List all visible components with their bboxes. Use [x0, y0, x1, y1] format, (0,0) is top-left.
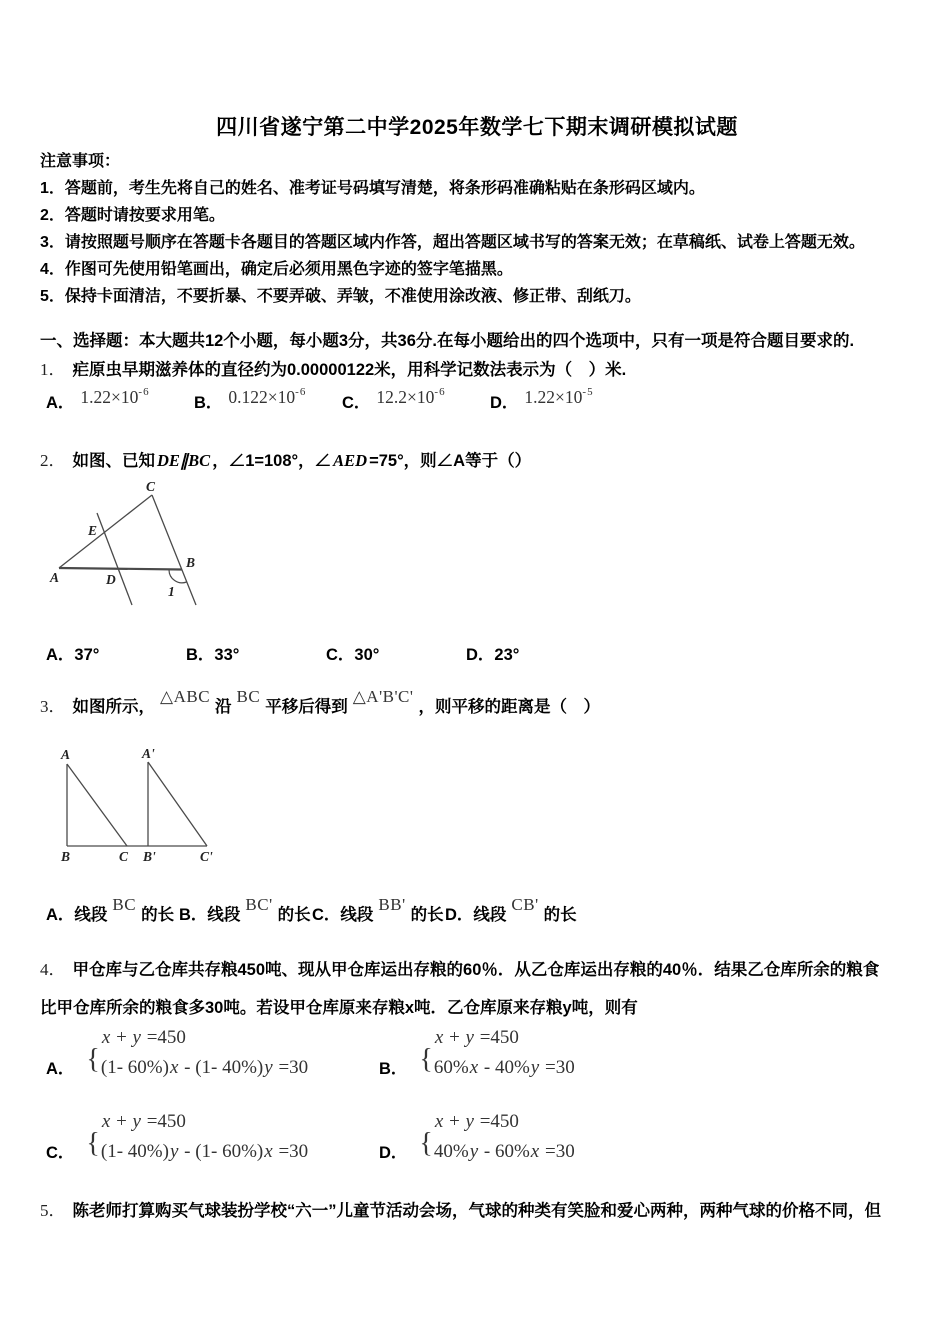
- q3-option-a: A．线段BC的长: [46, 895, 175, 924]
- question-1-number: 1．: [40, 360, 66, 379]
- q1-option-d-value: 1.22×10: [524, 387, 583, 407]
- notice-item-3: 3．请按照题号顺序在答题卡各题目的答题区域内作答，超出答题区域书写的答案无效；在草稿纸、试卷上答题无效。: [40, 234, 865, 251]
- page-title: 四川省遂宁第二中学2025年数学七下期末调研模拟试题: [216, 116, 738, 139]
- vertex-label-d: D: [106, 572, 116, 587]
- q4-option-c-eq1: x + y =450: [101, 1111, 186, 1132]
- question-4: [40, 951, 914, 1167]
- q1-option-a-value: 1.22×10: [80, 387, 139, 407]
- question-3-number: 3．: [40, 697, 66, 716]
- vertex-label-b: B: [61, 849, 71, 864]
- q1-option-b-value: 0.122×10: [228, 387, 296, 407]
- question-5-stem: [40, 1197, 914, 1225]
- vertex-label-a: A: [61, 747, 71, 762]
- system-brace: {: [86, 1128, 100, 1159]
- angle-1-label: 1: [168, 584, 175, 599]
- q1-option-c-value: 12.2×10: [376, 387, 435, 407]
- q1-option-d-exponent: -5: [582, 386, 594, 399]
- notice-item-2: 2．答题时请按要求用笔。: [40, 207, 225, 224]
- q1-option-c-exponent: -6: [434, 386, 446, 399]
- q4-option-d: D． { x + y =450 40%y - 60%x =30: [379, 1107, 712, 1167]
- q4-option-b: B． { x + y =450 60%x - 40%y =30: [379, 1023, 712, 1083]
- system-brace: {: [419, 1128, 433, 1159]
- q4-option-b-eq1: x + y =450: [434, 1027, 519, 1048]
- translated-triangles-figure: [55, 744, 255, 874]
- section-1-heading: 一、选择题：本大题共12个小题，每小题3分，共36分.在每小题给出的四个选项中，只有一项是符合题目要求的.: [40, 332, 855, 350]
- q1-option-c-letter: C．: [342, 394, 371, 412]
- vertex-label-b: B: [186, 555, 196, 570]
- q1-option-a: [46, 386, 194, 423]
- question-1-stem: [40, 356, 914, 384]
- question-1: [40, 356, 914, 423]
- question-3-stem: 3． 如图所示，△ABC沿BC平移后得到△A'B'C'，则平移的距离是（ ）: [40, 687, 600, 716]
- notice-heading: 注意事项：: [40, 153, 121, 170]
- q3-math-bc: BC: [236, 687, 261, 706]
- q2-math-de-bc: DE∥BC: [157, 451, 211, 470]
- question-2-text-mid: ，∠1=108°，∠: [212, 452, 332, 470]
- question-4-text-line1: 甲仓库与乙仓库共存粮450吨、现从甲仓库运出存粮的60％．从乙仓库运出存粮的40％．结果乙仓库所余的粮食: [72, 961, 880, 979]
- question-2-text-post: =75°，则∠A等于（）: [369, 452, 532, 470]
- notice-item-1: 1．答题前，考生先将自己的姓名、准考证号码填写清楚，将条形码准确粘贴在条形码区域内。: [40, 180, 705, 197]
- q3-figure: [55, 744, 914, 874]
- q4-option-a: A． { x + y =450 (1- 60%)x - (1- 40%)y =30: [46, 1023, 379, 1083]
- q2-figure: [40, 478, 914, 616]
- q2-option-b: B．33°: [186, 646, 240, 664]
- question-2-text: 如图、已知: [72, 452, 155, 470]
- q4-option-d-eq2: 40%y - 60%x =30: [433, 1141, 575, 1162]
- vertex-label-a-prime: A': [142, 746, 155, 761]
- question-2: [40, 447, 914, 668]
- q1-option-d: [490, 386, 638, 423]
- system-brace: {: [86, 1044, 100, 1075]
- q2-option-c: C．30°: [326, 646, 380, 664]
- q1-option-d-letter: D．: [490, 394, 519, 412]
- question-5-number: 5．: [40, 1201, 66, 1220]
- question-1-text: 疟原虫早期滋养体的直径约为0.00000122米，用科学记数法表示为（ ）米.: [72, 361, 627, 379]
- q3-option-d: D．线段CB'的长: [445, 895, 577, 924]
- q1-option-b: [194, 386, 342, 423]
- question-4-stem: [40, 951, 914, 1027]
- q4-option-a-eq2: (1- 60%)x - (1- 40%)y =30: [100, 1057, 309, 1078]
- q4-option-c: C． { x + y =450 (1- 40%)y - (1- 60%)x =30: [46, 1107, 379, 1167]
- vertex-label-c-prime: C': [200, 849, 213, 864]
- vertex-label-a: A: [50, 570, 60, 585]
- q4-option-b-eq2: 60%x - 40%y =30: [433, 1057, 575, 1078]
- question-3: [40, 681, 914, 925]
- q2-option-d: D．23°: [466, 646, 520, 664]
- q1-option-c: [342, 386, 490, 423]
- question-4-text-line2: 比甲仓库所余的粮食多30吨。若设甲仓库原来存粮x吨．乙仓库原来存粮y吨，则有: [40, 999, 638, 1017]
- question-3-options: [40, 888, 914, 925]
- q1-option-b-letter: B．: [194, 394, 223, 412]
- vertex-label-e: E: [88, 523, 98, 538]
- q3-option-b: B．线段BC'的长: [179, 895, 311, 924]
- vertex-label-c: C: [146, 479, 156, 494]
- vertex-label-c: C: [119, 849, 129, 864]
- q3-option-c: C．线段BB'的长: [312, 895, 444, 924]
- question-5: [40, 1197, 914, 1225]
- question-5-text: 陈老师打算购买气球装扮学校“六一”儿童节活动会场，气球的种类有笑脸和爱心两种，两种气球的价格不同，但: [72, 1202, 881, 1220]
- q4-option-a-eq1: x + y =450: [101, 1027, 186, 1048]
- triangle-parallel-figure: [40, 478, 240, 616]
- question-2-stem: [40, 447, 914, 475]
- notice-item-4: 4．作图可先使用铅笔画出，确定后必须用黑色字迹的签字笔描黑。: [40, 261, 513, 278]
- q1-option-a-exponent: -6: [138, 386, 150, 399]
- q3-math-triangle-abc: △ABC: [160, 687, 211, 706]
- notice-section: [40, 148, 914, 310]
- q2-option-a: A．37°: [46, 646, 100, 664]
- question-1-options: [40, 386, 914, 423]
- q4-option-c-eq2: (1- 40%)y - (1- 60%)x =30: [100, 1141, 309, 1162]
- q4-option-d-eq1: x + y =450: [434, 1111, 519, 1132]
- q1-option-b-exponent: -6: [295, 386, 307, 399]
- question-2-number: 2．: [40, 451, 66, 470]
- question-4-options-row2: [40, 1107, 914, 1167]
- q1-option-a-letter: A．: [46, 394, 75, 412]
- system-brace: {: [419, 1044, 433, 1075]
- question-4-options-row1: [40, 1023, 914, 1083]
- q3-math-triangle-abc-prime: △A'B'C': [352, 687, 414, 706]
- vertex-label-b-prime: B': [143, 849, 156, 864]
- q2-math-aed: AED: [333, 451, 368, 470]
- question-4-number: 4．: [40, 960, 66, 979]
- notice-item-5: 5．保持卡面清洁，不要折暴、不要弄破、弄皱，不准使用涂改液、修正带、刮纸刀。: [40, 288, 641, 305]
- question-2-options: [40, 641, 914, 668]
